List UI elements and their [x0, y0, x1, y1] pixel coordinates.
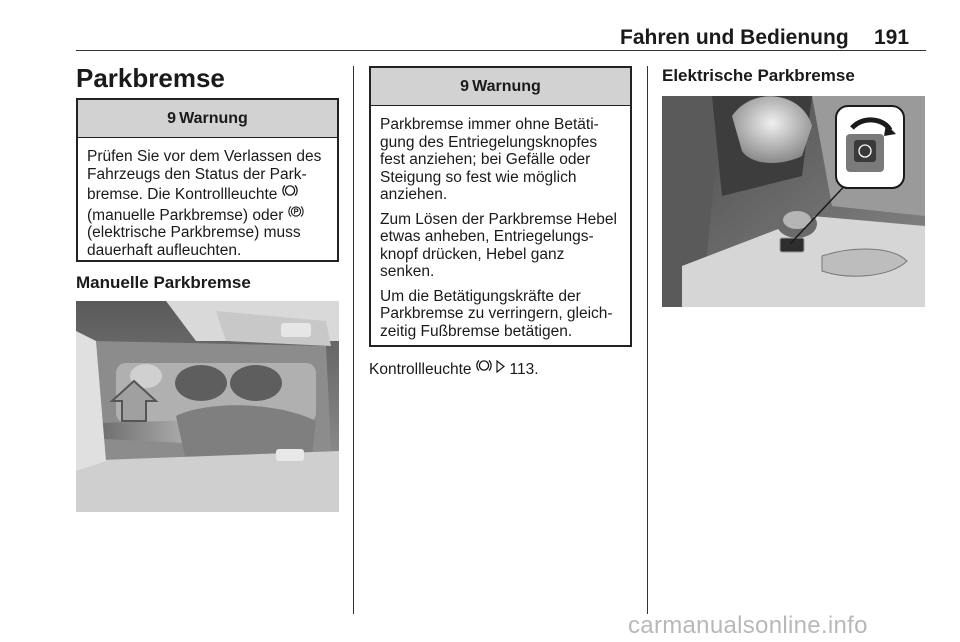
brake-warning-lamp-icon [476, 358, 492, 373]
page-reference [369, 358, 539, 379]
warning-label: Warnung [179, 109, 248, 127]
text-line: senken. [380, 263, 435, 280]
reference-label: Kontrollleuchte [369, 361, 472, 378]
text-line: Fahrzeugs den Status der Park- [87, 165, 307, 183]
text-line: knopf drücken, Hebel ganz [380, 245, 565, 263]
electric-parking-brake-heading: Elektrische Parkbremse [662, 66, 855, 85]
warning-paragraph-1 [380, 116, 621, 204]
column-divider-2 [647, 66, 648, 614]
warning-paragraph-3 [380, 288, 621, 341]
text-line: Steigung so fest wie möglich [380, 168, 577, 186]
header-divider [76, 50, 926, 51]
text-line: dauerhaft aufleuchten. [87, 241, 242, 259]
page-reference-arrow-icon [496, 360, 505, 373]
manual-parking-brake-heading: Manuelle Parkbremse [76, 273, 251, 292]
electric-parking-brake-icon [288, 204, 304, 219]
warning-triangle-icon: 9 [460, 77, 470, 95]
text-line: fest anziehen; bei Gefälle oder [380, 151, 591, 168]
column-divider-1 [353, 66, 354, 614]
warning-box-mid [369, 66, 632, 347]
text-line [87, 204, 328, 225]
text-line: Um die Betätigungskräfte der [380, 287, 581, 305]
text-span: (manuelle Parkbremse) oder [87, 206, 284, 224]
text-line: gung des Entriegelungsknopfes [380, 133, 598, 151]
warning-text [78, 138, 337, 259]
warning-triangle-icon: 9 [167, 109, 177, 127]
text-line: Parkbremse zu verringern, gleich- [380, 305, 613, 322]
warning-box-left [76, 98, 339, 262]
text-line: anziehen. [380, 186, 448, 203]
warning-header [371, 68, 630, 106]
warning-text [371, 106, 630, 340]
warning-paragraph-2 [380, 211, 621, 281]
text-line: Parkbremse immer ohne Betäti- [380, 116, 599, 133]
electric-parking-brake-image [662, 96, 925, 307]
text-line: Zum Lösen der Parkbremse Hebel [380, 210, 617, 228]
reference-page-number: 113. [509, 361, 539, 378]
header-title: Fahren und Bedienung [620, 26, 849, 49]
watermark: carmanualsonline.info [628, 612, 868, 639]
text-span: bremse. Die Kontrollleuchte [87, 186, 278, 203]
text-line: etwas anheben, Entriegelungs- [380, 228, 594, 245]
text-line: (elektrische Parkbremse) muss [87, 224, 301, 241]
warning-label: Warnung [472, 77, 541, 95]
text-line: zeitig Fußbremse betätigen. [380, 322, 573, 340]
text-line: Prüfen Sie vor dem Verlassen des [87, 148, 322, 165]
manual-parking-brake-image [76, 301, 339, 512]
page-number: 191 [874, 26, 910, 49]
warning-header [78, 100, 337, 138]
text-line [87, 183, 328, 204]
brake-warning-lamp-icon [282, 183, 298, 198]
section-title: Parkbremse [76, 63, 225, 93]
